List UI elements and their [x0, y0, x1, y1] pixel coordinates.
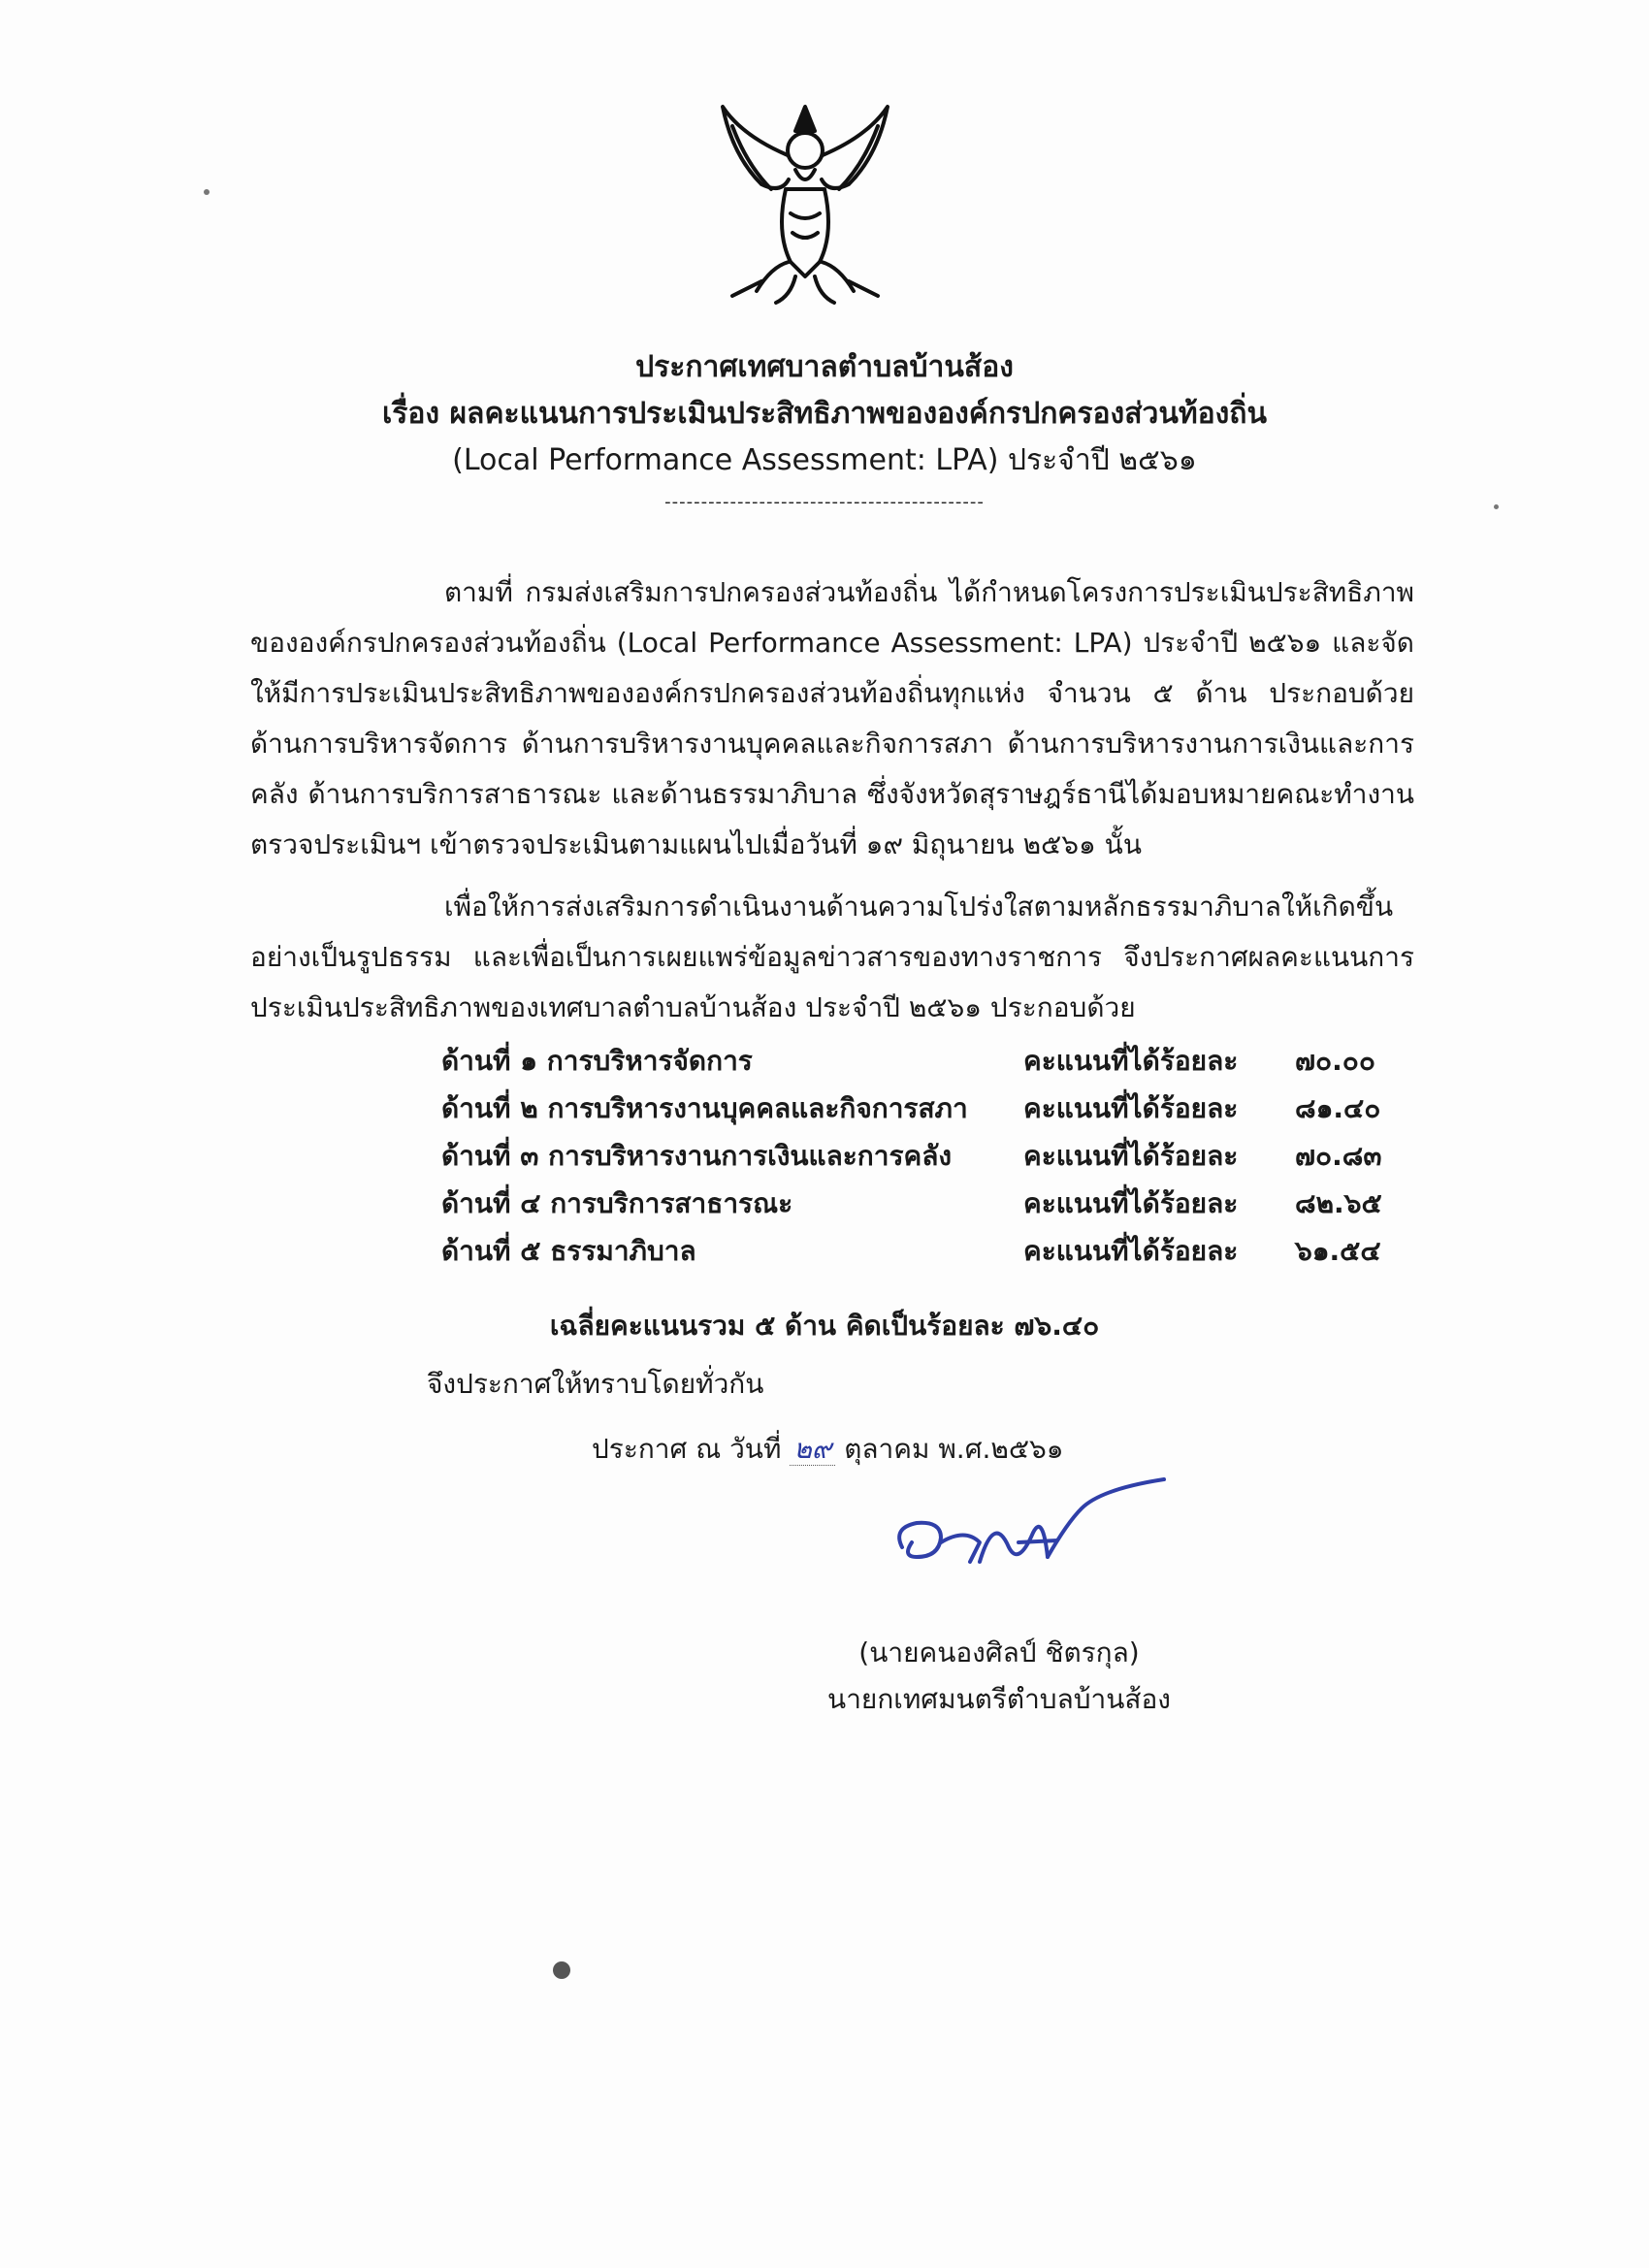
score-list — [441, 1040, 1411, 1278]
score-row — [441, 1230, 1411, 1278]
score-label: คะแนนที่ได้ร้อยละ — [1023, 1092, 1239, 1124]
signer-block — [795, 1630, 1203, 1723]
score-label: คะแนนที่ได้ร้อยละ — [1023, 1140, 1239, 1172]
average-score: เฉลี่ยคะแนนรวม ๕ ด้าน คิดเป็นร้อยละ ๗๖.๔๐ — [549, 1310, 1100, 1342]
signer-position: นายกเทศมนตรีตำบลบ้านส้อง — [827, 1683, 1171, 1715]
score-value: ๗๐.๐๐ — [1295, 1045, 1375, 1077]
date-suffix: ตุลาคม พ.ศ.๒๕๖๑ — [844, 1433, 1064, 1465]
announcement-subject: เรื่อง ผลคะแนนการประเมินประสิทธิภาพขององค์กรปกครองส่วนท้องถิ่น — [382, 397, 1267, 431]
score-label: คะแนนที่ได้ร้อยละ — [1023, 1187, 1239, 1219]
score-row — [441, 1087, 1411, 1135]
score-aspect-name: ด้านที่ ๓ การบริหารงานการเงินและการคลัง — [441, 1140, 953, 1172]
signer-name: (นายคนองศิลป์ ชิตรกุล) — [858, 1636, 1140, 1669]
score-aspect-name: ด้านที่ ๔ การบริการสาธารณะ — [441, 1187, 793, 1219]
score-aspect-name: ด้านที่ ๕ ธรรมาภิบาล — [441, 1235, 696, 1267]
closing-statement: จึงประกาศให้ทราบโดยทั่วกัน — [427, 1368, 764, 1400]
score-aspect-name: ด้านที่ ๒ การบริหารงานบุคคลและกิจการสภา — [441, 1092, 968, 1124]
announcement-subtitle: (Local Performance Assessment: LPA) ประจำปี ๒๕๖๑ — [452, 443, 1197, 477]
scan-speck — [553, 1961, 570, 1979]
document-header — [0, 344, 1649, 512]
scan-speck — [204, 189, 210, 195]
announcement-date — [592, 1428, 1064, 1471]
score-value: ๖๑.๕๔ — [1295, 1235, 1381, 1267]
announcement-title: ประกาศเทศบาลตำบลบ้านส้อง — [635, 350, 1014, 384]
date-day-handwritten: ๒๙ — [790, 1433, 835, 1466]
header-divider: -------------------------------------------- — [664, 492, 985, 512]
score-label: คะแนนที่ได้ร้อยละ — [1023, 1045, 1239, 1077]
score-label: คะแนนที่ได้ร้อยละ — [1023, 1235, 1239, 1267]
score-row — [441, 1183, 1411, 1230]
signature-icon — [873, 1474, 1183, 1591]
score-row — [441, 1040, 1411, 1087]
score-row — [441, 1135, 1411, 1183]
date-prefix: ประกาศ ณ วันที่ — [592, 1433, 782, 1465]
body-paragraph-1: ตามที่ กรมส่งเสริมการปกครองส่วนท้องถิ่น ได้กำหนดโครงการประเมินประสิทธิภาพขององค์กรปกครองส่วนท้องถิ่น (Local Performance Assessment: LPA) ประจำปี ๒๕๖๑ และจัดให้มีการประเมินประสิทธิภาพขององค์กรปกครองส่วนท้องถิ่นทุกแห่ง จำนวน ๕ ด้าน ประกอบด้วย ด้านการบริหารจัดการ ด้านการบริหารงานบุคคลและกิจการสภา ด้านการบริหารงานการเงินและการคลัง ด้านการบริการสาธารณะ และด้านธรรมาภิบาล ซึ่งจังหวัดสุราษฎร์ธานีได้มอบหมายคณะทำงานตรวจประเมินฯ เข้าตรวจประเมินตามแผนไปเมื่อวันที่ ๑๙ มิถุนายน ๒๕๖๑ นั้น — [250, 576, 1414, 860]
body-paragraph-2: เพื่อให้การส่งเสริมการดำเนินงานด้านความโปร่งใสตามหลักธรรมาภิบาลให้เกิดขึ้นอย่างเป็นรูปธรรม และเพื่อเป็นการเผยแพร่ข้อมูลข่าวสารของทางราชการ จึงประกาศผลคะแนนการประเมินประสิทธิภาพของเทศบาลตำบลบ้านส้อง ประจำปี ๒๕๖๑ ประกอบด้วย — [250, 891, 1414, 1023]
garuda-emblem-icon — [703, 97, 907, 310]
score-value: ๗๐.๘๓ — [1295, 1140, 1382, 1172]
scan-speck — [1494, 504, 1499, 509]
score-value: ๘๑.๔๐ — [1295, 1092, 1381, 1124]
document-body — [250, 567, 1414, 1045]
score-aspect-name: ด้านที่ ๑ การบริหารจัดการ — [441, 1045, 753, 1077]
score-value: ๘๒.๖๕ — [1295, 1187, 1382, 1219]
